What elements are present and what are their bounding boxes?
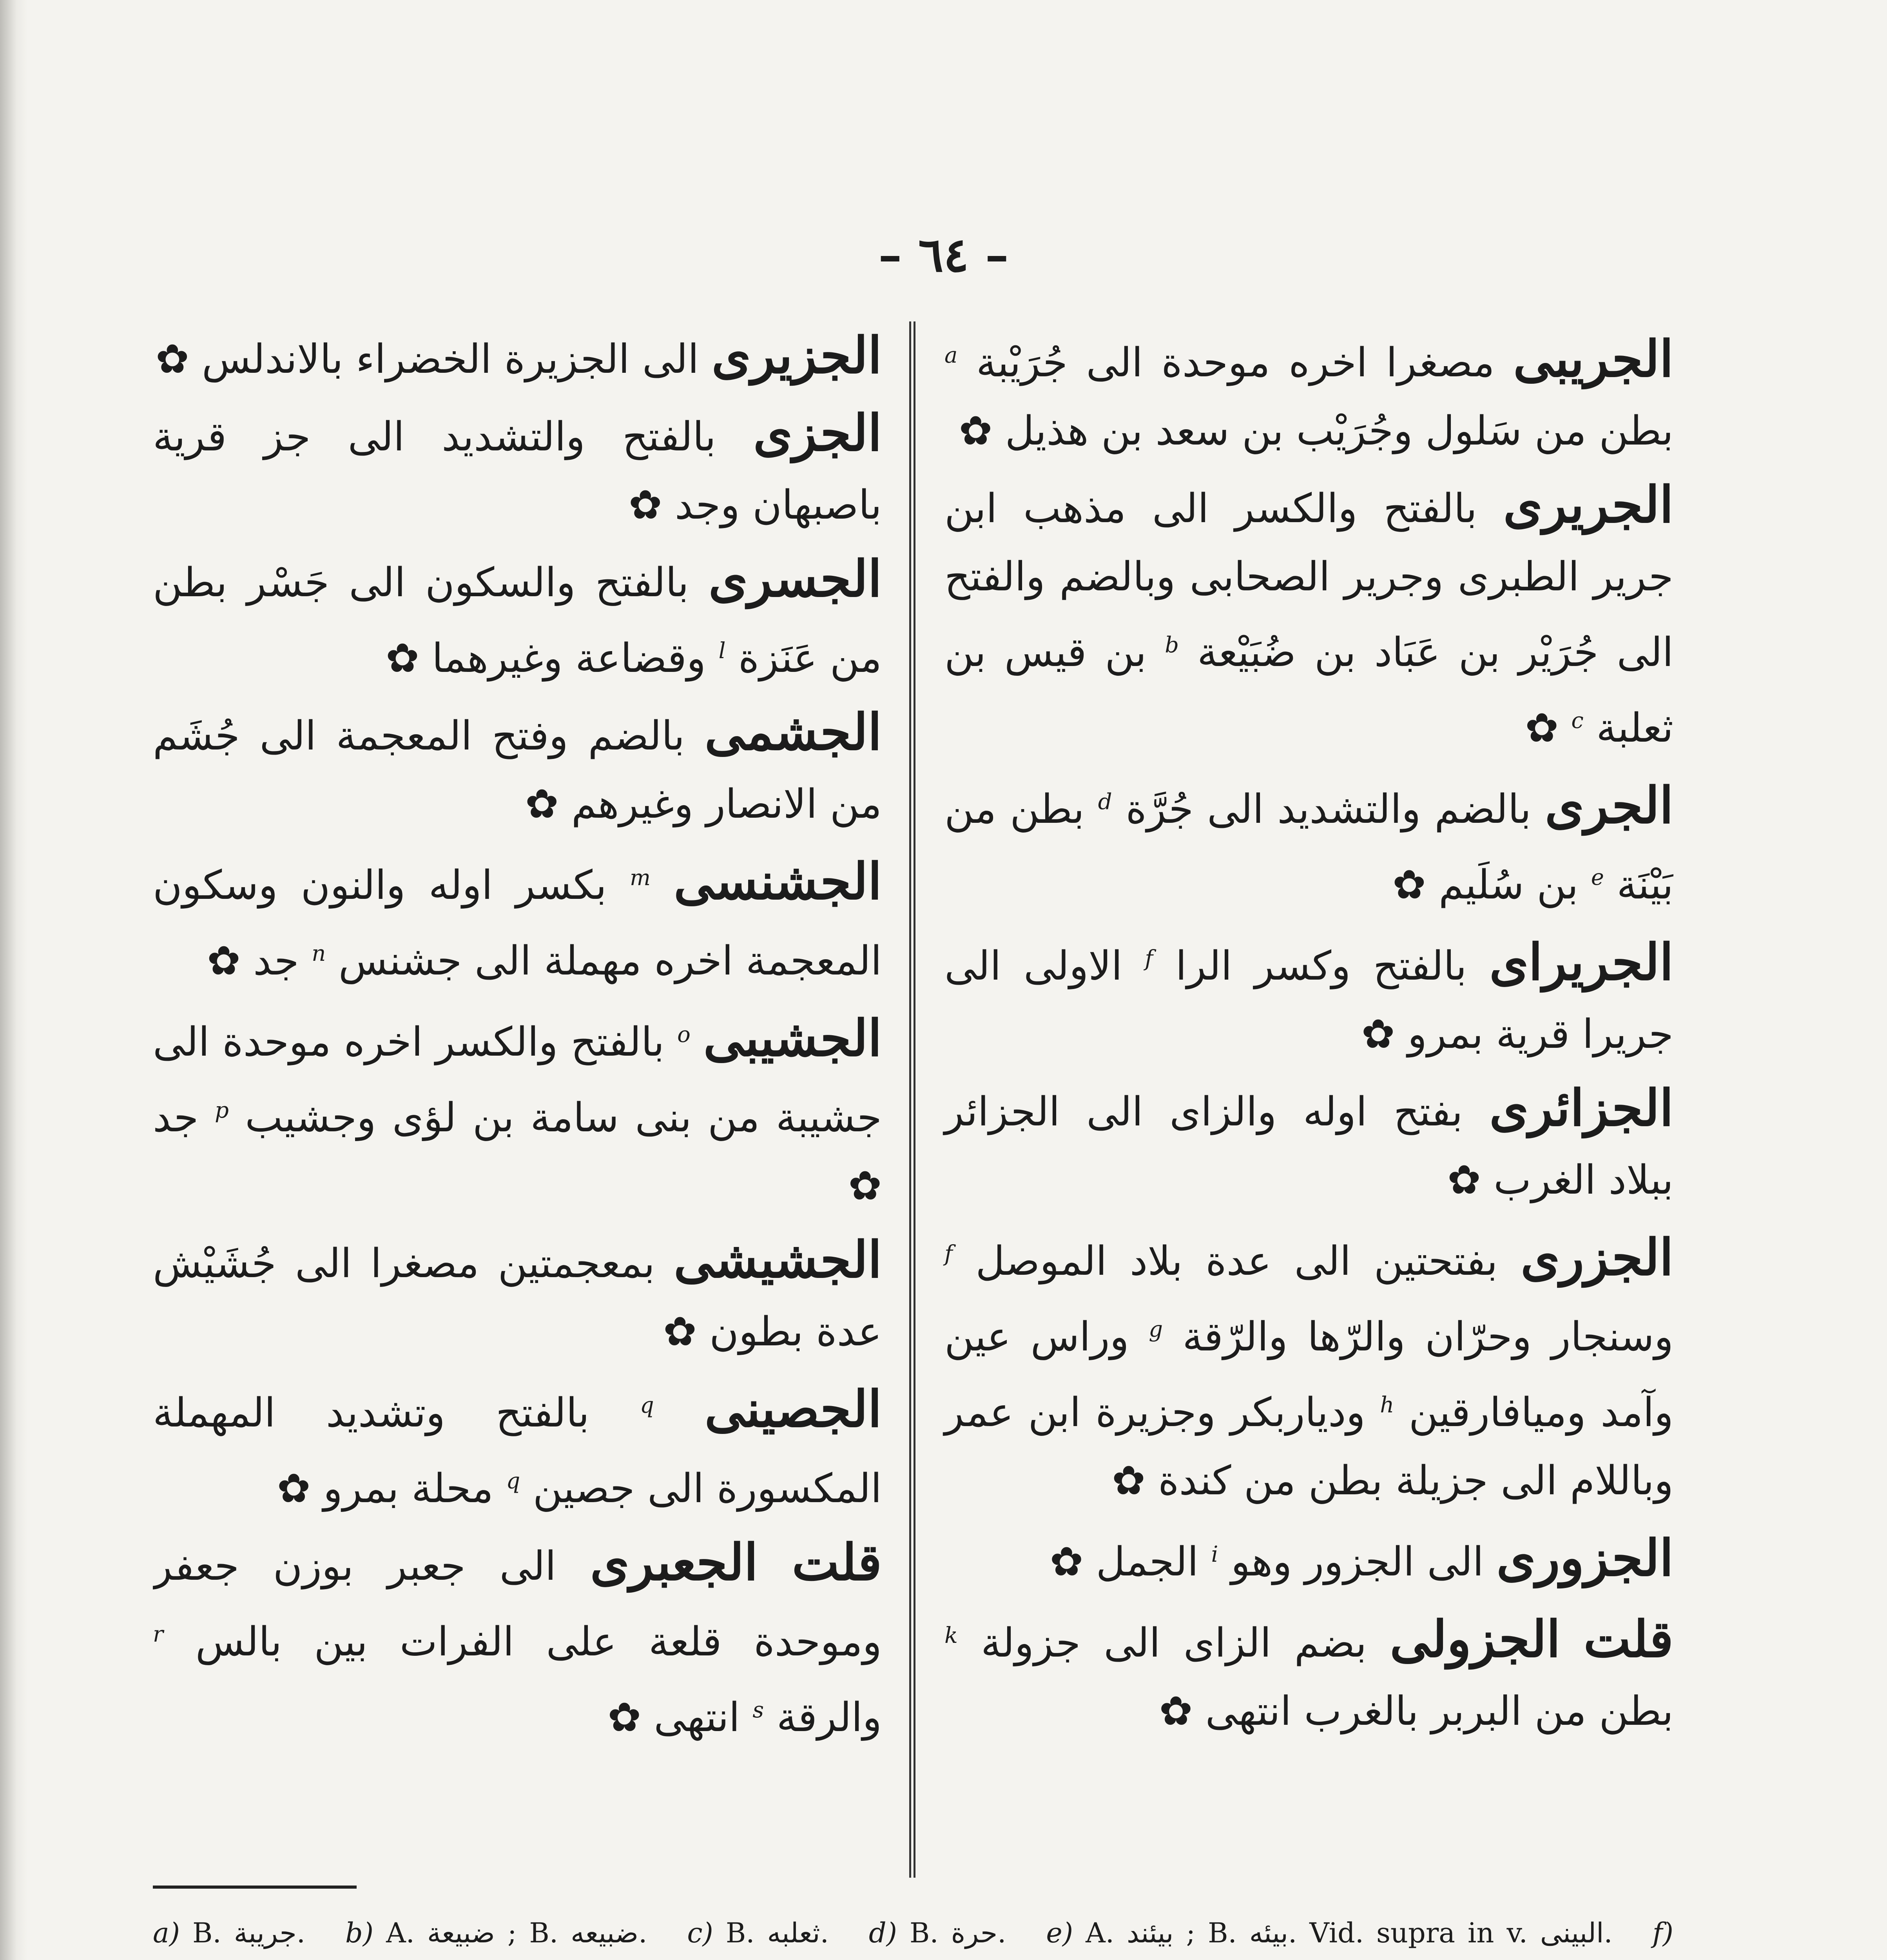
entry-text: بفتح اوله والزاى الى الجزائر ببلاد الغرب ✿ [944,1089,1673,1203]
entry [153,698,882,838]
headword: الجشمى [704,703,882,762]
entry-text: الاولى الى جريرا قرية بمرو ✿ [944,943,1673,1058]
entry-text: وراس عين وآمد وميافارقين [944,1314,1673,1436]
entry-text: جد ✿ [153,1094,882,1209]
entry-text: انتهى ✿ [607,1694,740,1741]
entry [944,1074,1673,1214]
note-reference: o [677,1022,691,1047]
entry-text: وسنجار وحرّان والرّها والرّقة [1182,1314,1673,1360]
footnote-label: e) [1046,1917,1073,1949]
headword: الجزى [753,404,882,463]
entry [944,925,1673,1069]
note-reference: a [944,343,958,368]
footnote [869,1917,1006,1949]
headword: الجرى [1544,776,1673,835]
entry [153,545,882,693]
entry-text: بضم الزاى الى جزولة [981,1620,1367,1666]
footnote [345,1917,647,1949]
binding-shadow [0,0,27,1960]
headword: الجشيبى [703,1009,882,1068]
note-reference: f [944,1241,953,1267]
footnote-text: B. حرة. [909,1917,1006,1949]
right-column [933,321,1673,1878]
entry-text: بطن من بَيْنَة [944,786,1673,908]
footnote-text: B. جريبة. [192,1917,305,1949]
entry-text: بالفتح والكسر الى مذهب ابن جرير الطبرى وجرير الصحابى وبالضم والفتح الى جُرَيْر بن عَبَاد بن ضُبَيْعة [944,485,1673,676]
footnote-text: A. ضبيعة ; B. ضبيعه. [386,1917,647,1949]
note-reference: n [312,941,326,966]
note-reference: e [1591,865,1604,890]
note-reference: i [1211,1542,1218,1567]
entry-text: بن قيس بن ثعلبة [944,629,1673,751]
headword: الجشنسى [674,852,882,911]
entry-text: بطن من سَلول وجُرَيْب بن سعد بن هذيل ✿ [959,408,1673,454]
entry-text: والرقة [776,1694,882,1741]
entry [944,768,1673,919]
entry-text: مصغرا اخره موحدة الى جُرَيْبة [976,339,1495,386]
entry-text: بن سُلَيم ✿ [1392,862,1579,908]
page-number: – ٦٤ – [878,227,1009,283]
note-reference: q [640,1393,654,1418]
entry-text: ✿ [1525,705,1559,751]
headword: الجزيرى [711,326,882,385]
entry [944,471,1673,762]
note-reference: d [1098,789,1112,815]
entry-text: بالفتح وتشديد المهملة المكسورة الى جصين [153,1390,882,1512]
entry [153,321,882,394]
entry-text: بالضم والتشديد الى جُرَّة [1126,786,1532,833]
entry-text: بكسر اوله والنون وسكون المعجمة اخره مهملة الى جشنس [153,862,882,984]
entry [153,844,882,995]
note-reference: h [1380,1392,1394,1418]
entry-text: بمعجمتين مصغرا الى جُشَيْش عدة بطون ✿ [153,1240,882,1355]
entry-text: بالفتح والتشديد الى جز قرية باصبهان وجد ✿ [153,414,882,528]
left-column [153,321,894,1878]
footnote-label: a) [153,1917,180,1949]
entry-text: بفتحتين الى عدة بلاد الموصل [975,1238,1498,1285]
entry-text: بالضم وفتح المعجمة الى جُشَم من الانصار وغيرهم ✿ [153,713,882,828]
entry-text: الجمل ✿ [1050,1539,1199,1585]
entry [944,1220,1673,1515]
entry-text: الى الجزيرة الخضراء بالاندلس ✿ [156,336,699,383]
entry-text: محلة بمرو ✿ [277,1465,493,1512]
headword: الجزائرى [1489,1079,1673,1138]
footnote [1046,1917,1612,1949]
entry-text: ودياربكر وجزيرة ابن عمر وباللام الى جزيلة بطن من كندة ✿ [944,1389,1673,1504]
footnote-label: d) [868,1917,897,1949]
entry-text: بالفتح والكسر اخره موحدة الى جشيبة من بنى سامة بن لؤى وجشيب [153,1019,882,1141]
footnote [687,1917,829,1949]
entry [944,321,1673,465]
note-reference: c [1571,708,1584,733]
note-reference: r [153,1622,163,1647]
headword: الجزورى [1496,1529,1673,1588]
headword: الجصينى [704,1380,882,1439]
entry [153,1001,882,1220]
entry-text: بالفتح وكسر الرا [1175,943,1467,989]
entry-text: بطن من البربر بالغرب انتهى ✿ [1159,1688,1673,1735]
column-divider [909,321,915,1878]
footnote-label: c) [687,1917,713,1949]
note-reference: s [752,1697,764,1723]
entry [153,1372,882,1523]
entry-text: وقضاعة وغيرهما ✿ [386,635,706,682]
footnote-rule [153,1886,357,1889]
footnote-label: b) [345,1917,374,1949]
headword: الجزولى [1390,1610,1561,1669]
headword: الجعبرى [590,1533,758,1592]
footnote [153,1917,305,1949]
note-reference: k [944,1623,958,1648]
entry-text: بالفتح والسكون الى جَسْر بطن من عَنَزة [153,559,882,682]
headword: الجريبى [1513,330,1673,388]
headword: الجزرى [1521,1228,1673,1287]
entry [153,1226,882,1366]
entry [944,1521,1673,1596]
entry-text: جد ✿ [207,938,299,984]
footnote-text: A. بيئند ; B. بيئه. Vid. supra in v. البينى. [1086,1917,1613,1949]
footnote-label: f) [1652,1917,1673,1949]
note-reference: l [718,638,726,664]
entry-text: الى جعبر بوزن جعفر وموحدة قلعة على الفرات بين بالس [153,1543,882,1665]
entry [153,399,882,539]
qultu-marker: قلت [1583,1610,1673,1669]
qultu-marker: قلت [792,1533,882,1592]
headword: الجريراى [1489,933,1673,992]
entry [944,1602,1673,1746]
note-reference: m [630,865,651,891]
headword: الجشيشى [674,1230,882,1289]
headword: الجريرى [1503,475,1673,534]
entry-text: الى الجزور وهو [1231,1539,1484,1585]
footnotes [153,1909,1673,1960]
note-reference: g [1149,1317,1163,1342]
note-reference: f [1145,946,1153,971]
note-reference: p [214,1098,229,1123]
entry [153,1528,882,1752]
headword: الجسرى [708,550,882,608]
note-reference: b [1165,632,1179,658]
note-reference: q [506,1468,520,1494]
footnote-text: B. ثعلبه. [725,1917,829,1949]
